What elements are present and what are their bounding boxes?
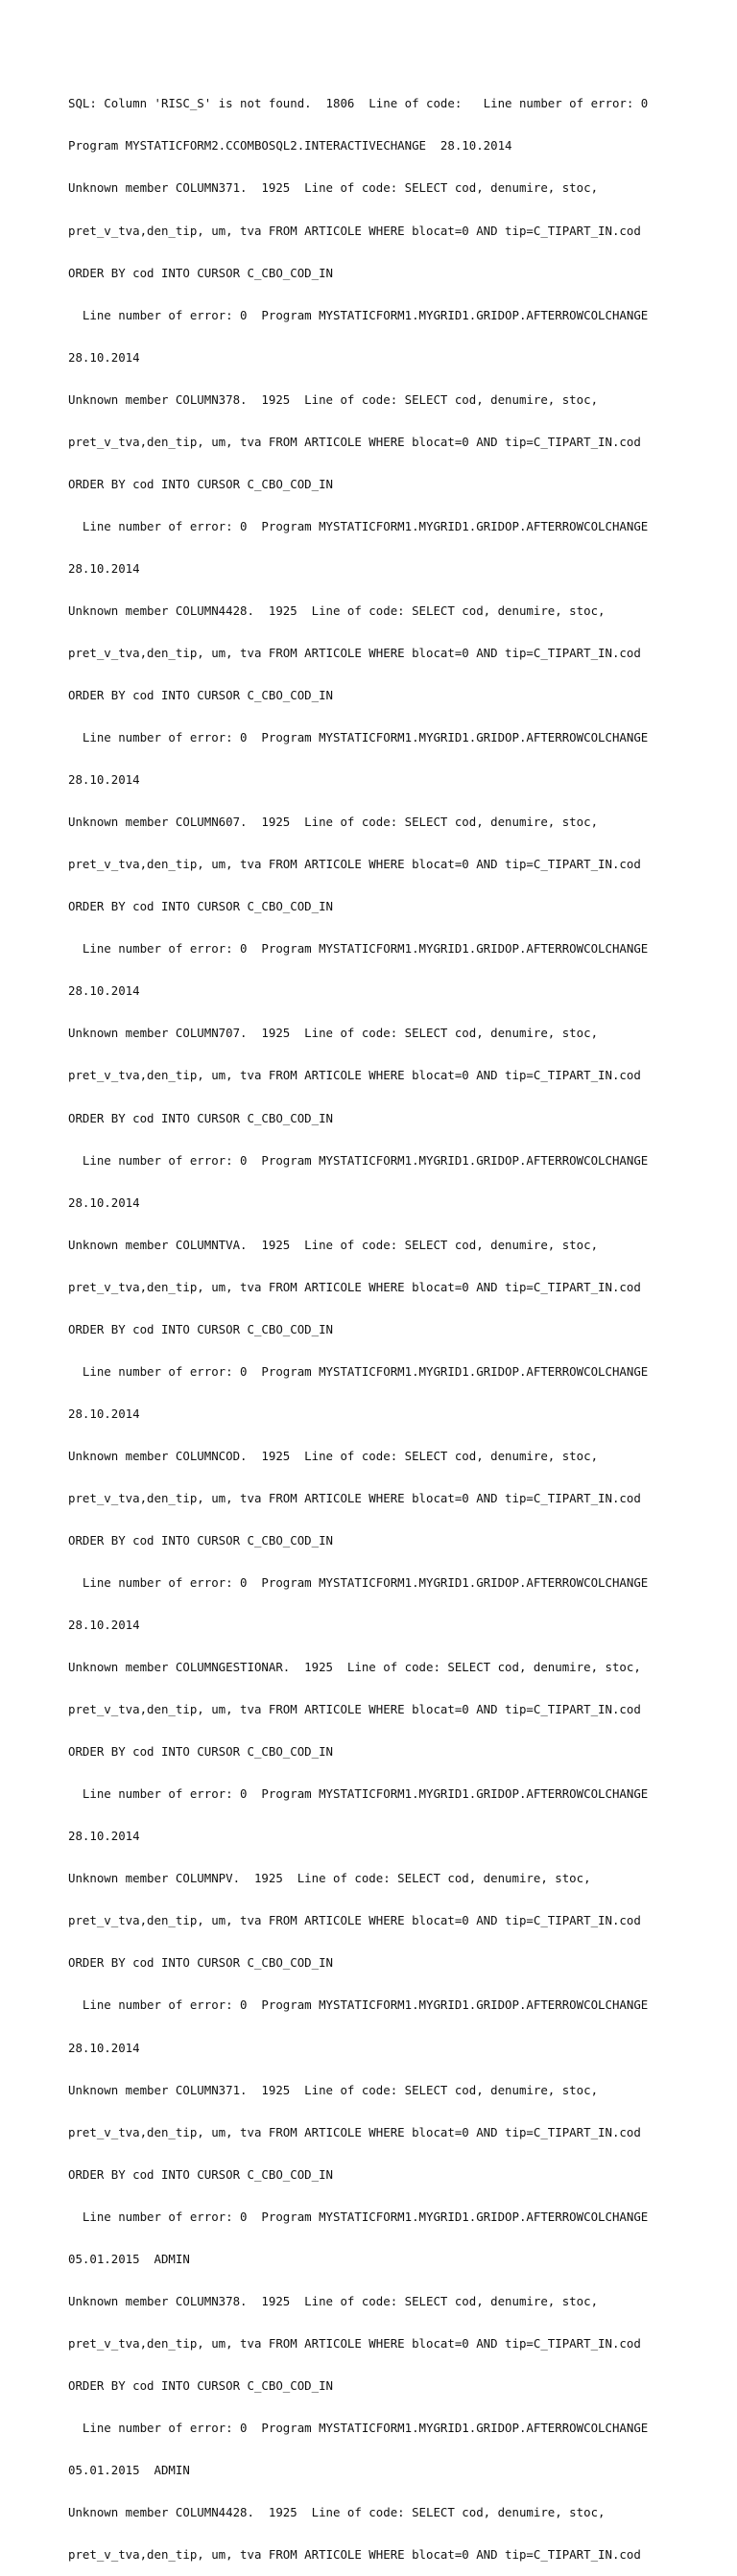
log-line: Unknown member COLUMNPV. 1925 Line of code: SELECT cod, denumire, stoc, (68, 1871, 591, 1886)
log-line: Unknown member COLUMN371. 1925 Line of code: SELECT cod, denumire, stoc, (68, 2082, 599, 2097)
log-line: pret_v_tva,den_tip, um, tva FROM ARTICOLE WHERE blocat=0 AND tip=C_TIPART_IN.cod (68, 2547, 641, 2563)
log-line: ORDER BY cod INTO CURSOR C_CBO_COD_IN (68, 2377, 334, 2393)
log-line: ORDER BY cod INTO CURSOR C_CBO_COD_IN (68, 688, 334, 703)
log-line: Unknown member COLUMN378. 1925 Line of code: SELECT cod, denumire, stoc, (68, 2293, 599, 2308)
log-line: Unknown member COLUMN371. 1925 Line of code: SELECT cod, denumire, stoc, (68, 180, 599, 196)
log-line: pret_v_tva,den_tip, um, tva FROM ARTICOLE WHERE blocat=0 AND tip=C_TIPART_IN.cod (68, 1279, 641, 1294)
log-line: 28.10.2014 (68, 1618, 140, 1633)
log-line: ORDER BY cod INTO CURSOR C_CBO_COD_IN (68, 1955, 334, 1971)
log-line: Line number of error: 0 Program MYSTATICFORM1.MYGRID1.GRIDOP.AFTERROWCOLCHANGE (68, 2209, 649, 2224)
log-line: Line number of error: 0 Program MYSTATICFORM1.MYGRID1.GRIDOP.AFTERROWCOLCHANGE (68, 307, 649, 322)
log-line: Unknown member COLUMNTVA. 1925 Line of code: SELECT cod, denumire, stoc, (68, 1237, 599, 1252)
log-line: Unknown member COLUMN707. 1925 Line of code: SELECT cod, denumire, stoc, (68, 1026, 599, 1041)
log-line: Unknown member COLUMNGESTIONAR. 1925 Line of code: SELECT cod, denumire, stoc, (68, 1660, 641, 1675)
log-line: Line number of error: 0 Program MYSTATICFORM1.MYGRID1.GRIDOP.AFTERROWCOLCHANGE (68, 518, 649, 533)
log-line: ORDER BY cod INTO CURSOR C_CBO_COD_IN (68, 1744, 334, 1760)
log-line: 28.10.2014 (68, 1829, 140, 1844)
log-line: 05.01.2015 ADMIN (68, 2251, 190, 2266)
log-line: Line number of error: 0 Program MYSTATICFORM1.MYGRID1.GRIDOP.AFTERROWCOLCHANGE (68, 1363, 649, 1379)
log-line: 28.10.2014 (68, 1194, 140, 1210)
log-line: pret_v_tva,den_tip, um, tva FROM ARTICOLE WHERE blocat=0 AND tip=C_TIPART_IN.cod (68, 2335, 641, 2351)
error-log-document (68, 69, 730, 2576)
log-line: ORDER BY cod INTO CURSOR C_CBO_COD_IN (68, 2166, 334, 2182)
log-line: 05.01.2015 ADMIN (68, 2463, 190, 2477)
log-line: pret_v_tva,den_tip, um, tva FROM ARTICOLE WHERE blocat=0 AND tip=C_TIPART_IN.cod (68, 2124, 641, 2139)
log-line: SQL: Column 'RISC_S' is not found. 1806 Line of code: Line number of error: 0 (68, 96, 649, 111)
log-line: pret_v_tva,den_tip, um, tva FROM ARTICOLE WHERE blocat=0 AND tip=C_TIPART_IN.cod (68, 857, 641, 872)
log-line: 28.10.2014 (68, 983, 140, 999)
log-line: Line number of error: 0 Program MYSTATICFORM1.MYGRID1.GRIDOP.AFTERROWCOLCHANGE (68, 1997, 649, 2013)
log-line: 28.10.2014 (68, 772, 140, 788)
log-line: 28.10.2014 (68, 349, 140, 365)
log-line: Unknown member COLUMN607. 1925 Line of code: SELECT cod, denumire, stoc, (68, 815, 599, 830)
log-line: Line number of error: 0 Program MYSTATICFORM1.MYGRID1.GRIDOP.AFTERROWCOLCHANGE (68, 941, 649, 957)
log-line: ORDER BY cod INTO CURSOR C_CBO_COD_IN (68, 1321, 334, 1336)
log-line: ORDER BY cod INTO CURSOR C_CBO_COD_IN (68, 1110, 334, 1125)
log-line: pret_v_tva,den_tip, um, tva FROM ARTICOLE WHERE blocat=0 AND tip=C_TIPART_IN.cod (68, 1068, 641, 1083)
log-line: ORDER BY cod INTO CURSOR C_CBO_COD_IN (68, 476, 334, 491)
log-line: pret_v_tva,den_tip, um, tva FROM ARTICOLE WHERE blocat=0 AND tip=C_TIPART_IN.cod (68, 434, 641, 449)
log-line: pret_v_tva,den_tip, um, tva FROM ARTICOLE WHERE blocat=0 AND tip=C_TIPART_IN.cod (68, 1702, 641, 1717)
log-line: Unknown member COLUMN4428. 1925 Line of code: SELECT cod, denumire, stoc, (68, 603, 606, 618)
log-line: ORDER BY cod INTO CURSOR C_CBO_COD_IN (68, 899, 334, 914)
log-line: Unknown member COLUMN378. 1925 Line of code: SELECT cod, denumire, stoc, (68, 391, 599, 407)
log-line: Unknown member COLUMN4428. 1925 Line of code: SELECT cod, denumire, stoc, (68, 2505, 606, 2520)
log-line: Program MYSTATICFORM2.CCOMBOSQL2.INTERACTIVECHANGE 28.10.2014 (68, 138, 512, 154)
log-line: pret_v_tva,den_tip, um, tva FROM ARTICOLE WHERE blocat=0 AND tip=C_TIPART_IN.cod (68, 1913, 641, 1928)
log-line: pret_v_tva,den_tip, um, tva FROM ARTICOLE WHERE blocat=0 AND tip=C_TIPART_IN.cod (68, 223, 641, 238)
log-line: Line number of error: 0 Program MYSTATICFORM1.MYGRID1.GRIDOP.AFTERROWCOLCHANGE (68, 1575, 649, 1591)
log-line: Unknown member COLUMNCOD. 1925 Line of code: SELECT cod, denumire, stoc, (68, 1448, 599, 1463)
log-line: Line number of error: 0 Program MYSTATICFORM1.MYGRID1.GRIDOP.AFTERROWCOLCHANGE (68, 1152, 649, 1168)
log-line: 28.10.2014 (68, 560, 140, 576)
log-line: Line number of error: 0 Program MYSTATICFORM1.MYGRID1.GRIDOP.AFTERROWCOLCHANGE (68, 1786, 649, 1802)
log-line: pret_v_tva,den_tip, um, tva FROM ARTICOLE WHERE blocat=0 AND tip=C_TIPART_IN.cod (68, 645, 641, 660)
log-line: 28.10.2014 (68, 2040, 140, 2055)
log-line: ORDER BY cod INTO CURSOR C_CBO_COD_IN (68, 1532, 334, 1548)
log-line: pret_v_tva,den_tip, um, tva FROM ARTICOLE WHERE blocat=0 AND tip=C_TIPART_IN.cod (68, 1490, 641, 1505)
log-line: Line number of error: 0 Program MYSTATICFORM1.MYGRID1.GRIDOP.AFTERROWCOLCHANGE (68, 730, 649, 745)
log-line: 28.10.2014 (68, 1406, 140, 1421)
log-line: Line number of error: 0 Program MYSTATICFORM1.MYGRID1.GRIDOP.AFTERROWCOLCHANGE (68, 2420, 649, 2435)
log-line: ORDER BY cod INTO CURSOR C_CBO_COD_IN (68, 265, 334, 280)
